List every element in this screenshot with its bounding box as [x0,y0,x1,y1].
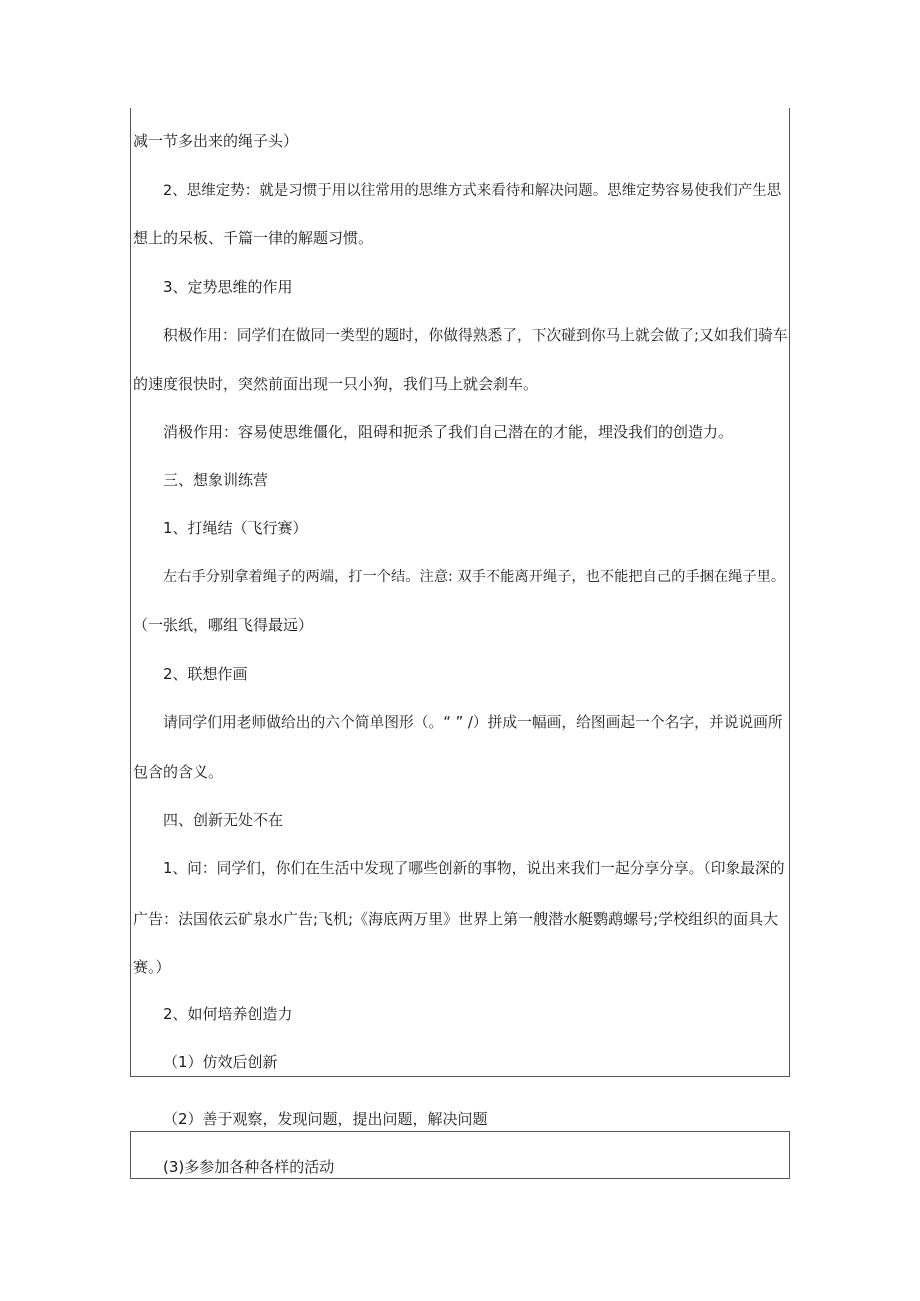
text-line-3: 想上的呆板、千篇一律的解题习惯。 [133,229,374,247]
text-line-13: 请同学们用老师做给出的六个简单图形（。“ ” /）拼成一幅画，给图画起一个名字，并说说画所 [163,714,783,731]
text-line-5: 积极作用：同学们在做同一类型的题时，你做得熟悉了，下次碰到你马上就会做了;又如我们骑车 [163,327,788,344]
list-item: （1）仿效后创新 [163,1053,278,1071]
section-heading: 三、想象训练营 [163,471,269,489]
section-heading: 3、定势思维的作用 [163,278,293,296]
text-line-17: 广告：法国依云矿泉水广告;飞机;《海底两万里》世界上第一艘潜水艇鹦鹉螺号;学校组织的面具大 [133,910,779,928]
section-heading: 2、联想作画 [163,665,248,683]
list-item: （2）善于观察，发现问题，提出问题，解决问题 [163,1110,488,1128]
section-heading: 四、创新无处不在 [163,811,284,829]
text-line-18: 赛。） [133,958,171,976]
table-frame-top [130,108,790,1077]
text-line-14: 包含的含义。 [133,763,224,781]
text-line-1: 减一节多出来的绳子头） [133,132,299,150]
section-heading: 2、如何培养创造力 [163,1005,293,1023]
text-line-10: 左右手分别拿着绳子的两端，打一个结。注意: 双手不能离开绳子，也不能把自己的手捆在绳子里。 [163,569,786,585]
list-item: (3)多参加各种各样的活动 [163,1158,335,1176]
text-line-11: （一张纸，哪组飞得最远） [133,616,314,634]
section-heading: 1、打绳结（飞行赛） [163,519,308,537]
text-line-7: 消极作用：容易使思维僵化，阻碍和扼杀了我们自己潜在的才能，埋没我们的创造力。 [163,423,734,441]
text-line-16: 1、问：同学们，你们在生活中发现了哪些创新的事物，说出来我们一起分享分享。（印象最深的 [163,860,785,877]
text-line-6: 的速度很快时，突然前面出现一只小狗，我们马上就会刹车。 [133,375,539,393]
text-line-2: 2、思维定势：就是习惯于用以往常用的思维方式来看待和解决问题。思维定势容易使我们产生思 [163,183,782,199]
